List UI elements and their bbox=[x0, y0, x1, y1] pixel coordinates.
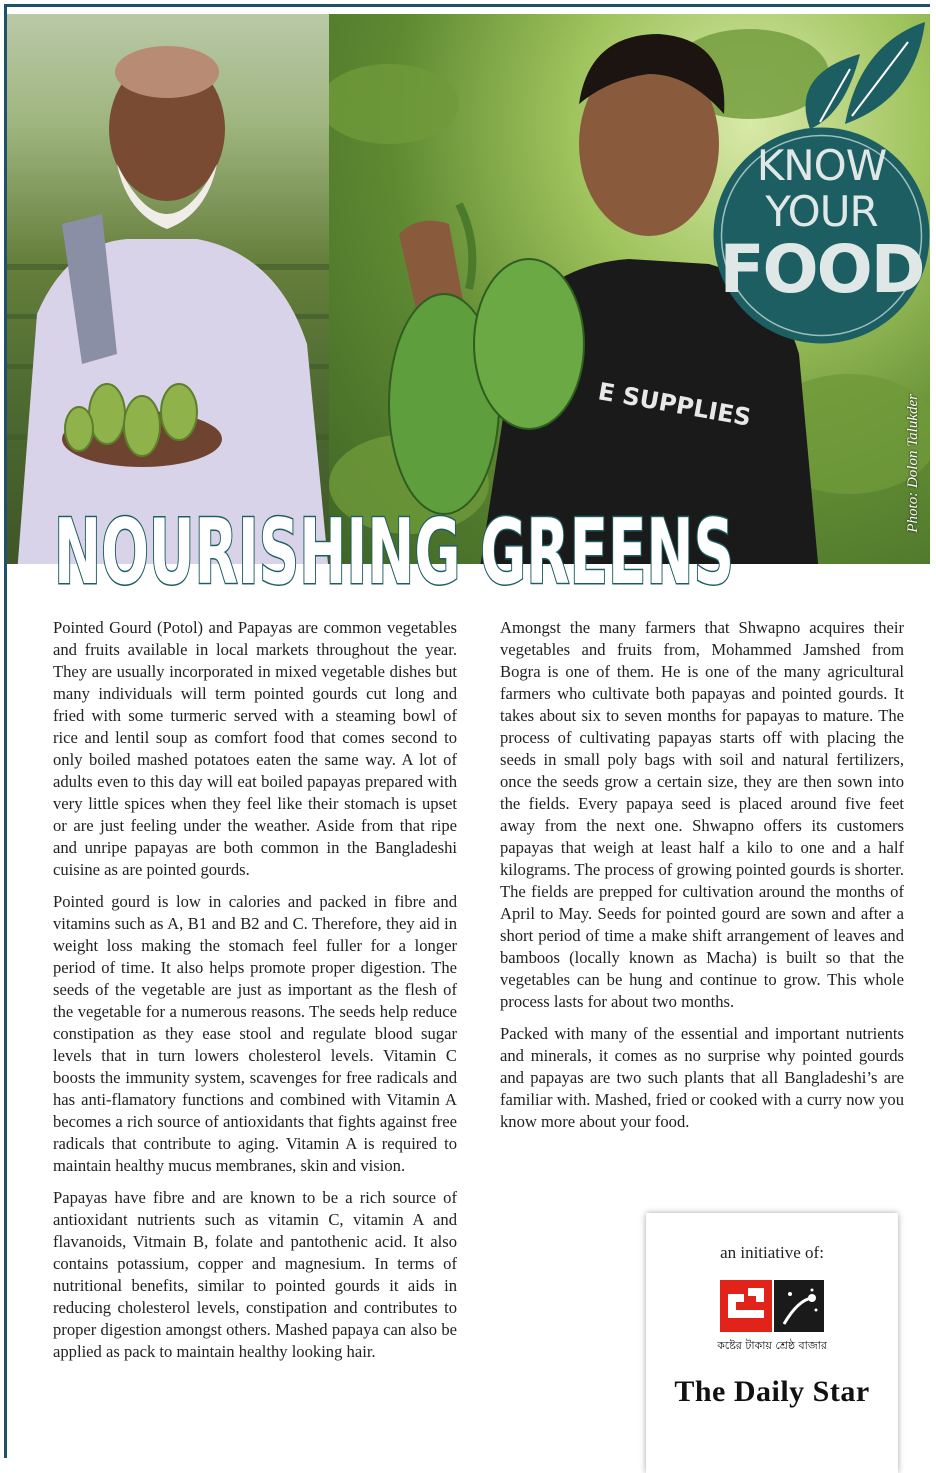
headline-text: NOURISHING GREENS bbox=[54, 503, 734, 593]
shwapno-tagline: কষ্টের টাকায় শ্রেষ্ঠ বাজার bbox=[717, 1339, 827, 1352]
article-left-column bbox=[53, 617, 457, 1373]
sponsor-label: an initiative of: bbox=[720, 1243, 824, 1262]
photo-credit: Photo: Dolon Talukder bbox=[905, 394, 921, 533]
daily-star-logo: The Daily Star bbox=[674, 1375, 870, 1408]
svg-text:E SUPPLIES: E SUPPLIES bbox=[595, 377, 754, 432]
know-your-food-badge bbox=[711, 125, 932, 346]
article-right-column bbox=[500, 617, 904, 1143]
badge-line-1: KNOW bbox=[756, 141, 887, 190]
paragraph-papaya-benefits: Papayas have fibre and are known to be a rich source of antioxidant nutrients such as vitamin C, vitamin A and flavanoids, Vitmain B, folate and pantothenic acid. It also contains potassium, copper and magnesium. In terms of nutritional benefits, similar to pointed gourds it aids in reducing cholesterol levels, constipation and contributes to proper digestion amongst others. Mashed papaya can also be applied as pack to maintain healthy looking hair. bbox=[53, 1188, 457, 1361]
decorative-leaves-icon bbox=[750, 14, 930, 134]
shwapno-logo-icon bbox=[720, 1280, 824, 1336]
badge-line-2: YOUR bbox=[765, 187, 878, 236]
paragraph-pointed-gourd-benefits: Pointed gourd is low in calories and packed in fibre and vitamins such as A, B1 and B2 and C. Therefore, they aid in weight loss making the stomach feel fuller for a longer period of time. It also helps promote proper digestion. The seeds of the vegetable are just as important as the flesh of the vegetable for a numerous reasons. The seeds help reduce constipation as they ease stool and regulate blood sugar levels that in turn lowers cholesterol levels. Vitamin C boosts the immunity system, scavenges for free radicals and has anti-flamatory functions and combined with Vitamin A becomes a rich source of antioxidants that fights against free radicals that contribute to aging. Vitamin A is required to maintain healthy mucus membranes, skin and vision. bbox=[53, 892, 457, 1175]
paragraph-conclusion: Packed with many of the essential and important nutrients and minerals, it comes as no surprise why pointed gourds and papayas are two such plants that all Bangladeshi’s are familiar with. Mashed, fried or cooked with a curry now you know more about your food. bbox=[500, 1024, 904, 1131]
sponsor-box bbox=[646, 1213, 898, 1473]
paragraph-intro: Pointed Gourd (Potol) and Papayas are common vegetables and fruits available in local markets throughout the year. They are usually incorporated in mixed vegetable dishes but many individuals will term pointed gourds cut long and fried with some turmeric served with a steaming bowl of rice and lentil soup as comfort food that comes second to only boiled mashed potatoes eaten the same way. A lot of adults even to this day will eat boiled papayas prepared with very little spices when they feel like their stomach is upset or are just feeling under the weather. Aside from that ripe and unripe papayas are both common in the Bangladeshi cuisine as are pointed gourds. bbox=[53, 618, 457, 879]
badge-line-3: FOOD bbox=[719, 231, 924, 308]
paragraph-farmer-story: Amongst the many farmers that Shwapno acquires their vegetables and fruits from, Mohammed Jamshed from Bogra is one of them. He is one of the many agricultural farmers who cultivate both papayas and pointed gourds. It takes about six to seven months for papayas to mature. The process of cultivating papayas starts off with placing the seeds in small poly bags with soil and natural fertilizers, once the seeds grow a certain size, they are then sown into the fields. Every papaya seed is placed around five feet away from the next one. Shwapno offers its customers papayas that weigh at least half a kilo to one and a half kilograms. The process of growing pointed gourds is shorter. The fields are prepped for cultivation around the months of April to May. Seeds for pointed gourd are sown and after a short period of time a make shift arrangement of leaves and bamboos (locally known as Macha) is built so that the vegetables can be hung and continue to grow. This whole process lasts for about two months. bbox=[500, 618, 904, 1011]
headline bbox=[50, 503, 750, 593]
photo-farmer-with-pointed-gourds bbox=[7, 14, 329, 564]
